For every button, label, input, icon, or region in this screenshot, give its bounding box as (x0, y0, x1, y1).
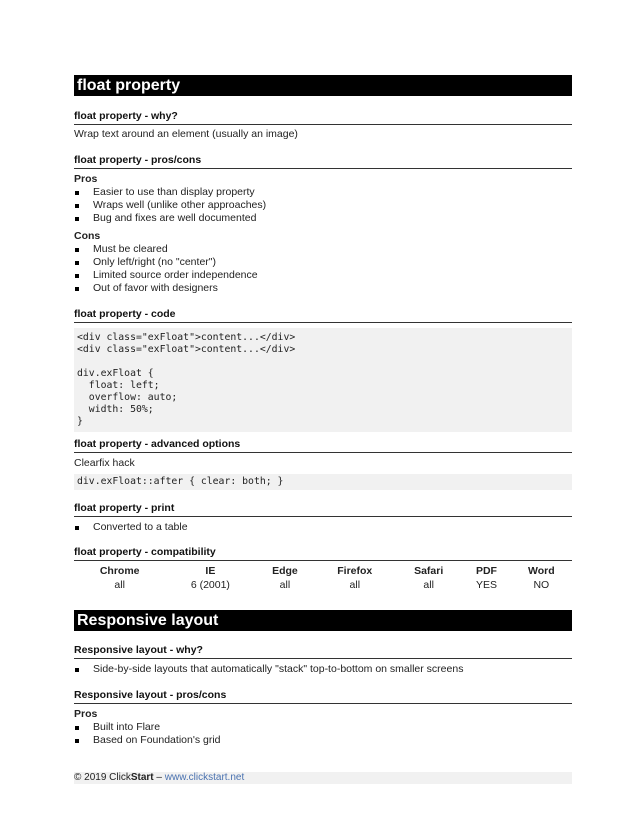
float-cons-label: Cons (74, 230, 101, 242)
float-cons-list (74, 243, 572, 295)
list-item: Only left/right (no "center") (74, 256, 572, 269)
compatibility-table (74, 564, 572, 592)
code-line: width: 50%; (77, 404, 154, 415)
list-item: Easier to use than display property (74, 186, 572, 199)
col-header-chrome: Chrome (99, 565, 140, 577)
code-line: } (77, 416, 83, 427)
footer-brand: Start (130, 772, 154, 783)
list-item: Bug and fixes are well documented (74, 212, 572, 225)
heading-float-proscons: float property - pros/cons (74, 154, 572, 169)
list-item: Built into Flare (74, 721, 572, 734)
code-line (77, 356, 569, 368)
float-pros-label: Pros (74, 173, 98, 185)
page-footer (74, 772, 572, 784)
table-row (74, 578, 572, 592)
code-line: div.exFloat { (77, 368, 154, 379)
float-pros-list (74, 186, 572, 225)
list-item: Side-by-side layouts that automatically "stack" top-to-bottom on smaller screens (74, 663, 572, 676)
cell-ie: 6 (2001) (190, 579, 230, 591)
heading-responsive-proscons: Responsive layout - pros/cons (74, 689, 572, 704)
float-advanced-code (74, 474, 572, 490)
section-title-float: float property (74, 75, 572, 96)
cell-chrome: all (114, 579, 125, 591)
cell-safari: all (423, 579, 434, 591)
float-advanced-text: Clearfix hack (74, 457, 135, 469)
col-header-firefox: Firefox (337, 565, 373, 577)
cell-word: NO (533, 579, 550, 591)
list-item: Converted to a table (74, 521, 572, 534)
code-line: float: left; (77, 380, 160, 391)
float-why-text: Wrap text around an element (usually an image) (74, 128, 298, 140)
list-item: Out of favor with designers (74, 282, 572, 295)
cell-edge: all (279, 579, 291, 591)
code-line: <div class="exFloat">content...</div> (77, 332, 296, 343)
heading-float-print: float property - print (74, 502, 572, 517)
section-title-responsive: Responsive layout (74, 610, 572, 631)
responsive-why-list (74, 663, 572, 676)
cell-pdf: YES (475, 579, 497, 591)
list-item: Wraps well (unlike other approaches) (74, 199, 572, 212)
col-header-edge: Edge (272, 565, 298, 577)
code-line: overflow: auto; (77, 392, 178, 403)
heading-float-compat: float property - compatibility (74, 546, 572, 561)
float-code-block (74, 328, 572, 432)
responsive-pros-label: Pros (74, 708, 98, 720)
list-item: Must be cleared (74, 243, 572, 256)
list-item: Based on Foundation's grid (74, 734, 572, 747)
heading-float-code: float property - code (74, 308, 572, 323)
footer-separator: – (153, 772, 165, 783)
col-header-pdf: PDF (475, 565, 497, 577)
code-line: <div class="exFloat">content...</div> (77, 344, 296, 355)
heading-float-advanced: float property - advanced options (74, 438, 572, 453)
heading-responsive-why: Responsive layout - why? (74, 644, 572, 659)
footer-copyright: © 2019 Click (74, 772, 131, 783)
page-content (74, 75, 572, 747)
col-header-word: Word (528, 565, 555, 577)
footer-url-link[interactable]: www.clickstart.net (164, 772, 245, 783)
float-print-list (74, 521, 572, 534)
col-header-safari: Safari (414, 565, 444, 577)
responsive-pros-list (74, 721, 572, 747)
cell-firefox: all (349, 579, 361, 591)
table-header-row (74, 564, 572, 578)
heading-float-why: float property - why? (74, 110, 572, 125)
list-item: Limited source order independence (74, 269, 572, 282)
code-line: div.exFloat::after { clear: both; } (77, 476, 284, 487)
col-header-ie: IE (205, 565, 216, 577)
